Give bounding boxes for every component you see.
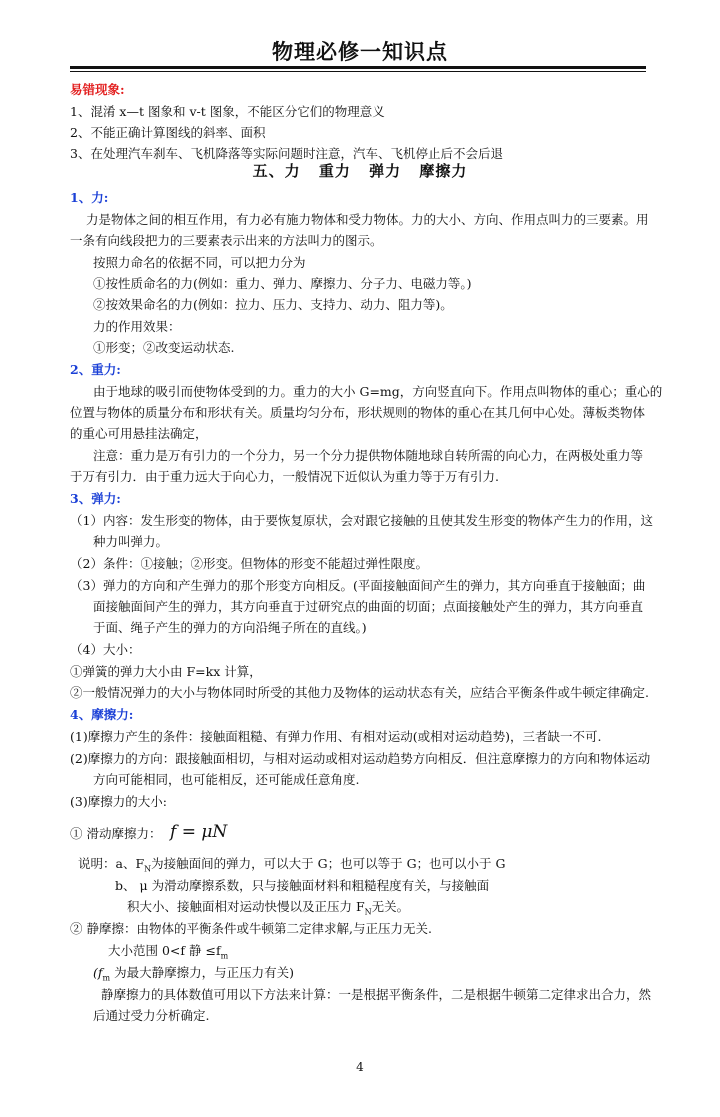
note1-rest: 为接触面间的弹力，可以大于 G；也可以等于 G；也可以小于 G xyxy=(151,856,506,871)
elastic-p4: （4）大小： xyxy=(70,642,141,657)
friction-note-3 xyxy=(127,899,409,921)
static-max-sub: m xyxy=(102,973,111,983)
sliding-friction-formula: f = μN xyxy=(170,822,228,842)
elastic-heading: 3、弹力: xyxy=(70,491,121,506)
static-friction-2a: 静摩擦力的具体数值可用以下方法来计算：一是根据平衡条件，二是根据牛顿第二定律求出合力，然 xyxy=(101,987,652,1002)
errors-item-1: 1、混淆 x—t 图象和 v-t 图象，不能区分它们的物理意义 xyxy=(70,104,385,119)
gravity-p1a: 由于地球的吸引而使物体受到的力。重力的大小 G=mg，方向竖直向下。作用点叫物体的重心；重心的 xyxy=(93,384,663,399)
static-max-prefix: (f xyxy=(93,965,103,980)
gravity-p1b: 位置与物体的质量分布和形状有关。质量均匀分布，形状规则的物体的重心在其几何中心处。薄板类物体 xyxy=(70,405,646,420)
errors-item-3: 3、在处理汽车刹车、飞机降落等实际问题时注意，汽车、飞机停止后不会后退 xyxy=(70,146,503,161)
note3-prefix: 积大小、接触面相对运动快慢以及正压力 F xyxy=(127,899,365,914)
force-heading: 1、力: xyxy=(70,190,109,205)
elastic-p3a: （3）弹力的方向和产生弹力的那个形变方向相反。(平面接触面间产生的弹力，其方向垂直于接触面；曲 xyxy=(70,578,646,593)
static-max-rest: 为最大静摩擦力，与正压力有关) xyxy=(110,965,294,980)
friction-p3: (3)摩擦力的大小: xyxy=(70,794,167,809)
title-rule-thin xyxy=(70,71,646,72)
static-friction-1: ② 静摩擦：由物体的平衡条件或牛顿第二定律求解,与正压力无关. xyxy=(70,921,432,936)
errors-item-2: 2、不能正确计算图线的斜率、面积 xyxy=(70,125,266,140)
elastic-p1a: （1）内容：发生形变的物体，由于要恢复原状，会对跟它接触的且使其发生形变的物体产生力的作用，这 xyxy=(70,513,653,528)
section-title xyxy=(0,160,720,181)
friction-heading: 4、摩擦力: xyxy=(70,707,134,722)
page-title: 物理必修一知识点 xyxy=(272,40,448,64)
friction-note-1 xyxy=(78,856,506,878)
friction-p2b: 方向可能相同，也可能相反，还可能成任意角度. xyxy=(93,772,360,787)
friction-note-2: b、 μ 为滑动摩擦系数，只与接触面材料和粗糙程度有关，与接触面 xyxy=(115,878,490,893)
elastic-p2: （2）条件：①接触；②形变。但物体的形变不能超过弹性限度。 xyxy=(70,556,428,571)
errors-heading: 易错现象: xyxy=(70,82,125,97)
static-friction-2b: 后通过受力分析确定. xyxy=(93,1008,210,1023)
elastic-p3b: 面接触面间产生的弹力，其方向垂直于过研究点的曲面的切面；点面接触处产生的弹力，其方向垂直 xyxy=(93,599,644,614)
static-range-sub: m xyxy=(220,951,229,961)
note1-prefix: 说明：a、F xyxy=(78,856,145,871)
section-gravity: 重力 xyxy=(318,162,351,180)
section-prefix: 五、力 xyxy=(252,162,301,180)
force-p3: ①按性质命名的力(例如：重力、弹力、摩擦力、分子力、电磁力等。) xyxy=(93,276,472,291)
force-p1b: 一条有向线段把力的三要素表示出来的方法叫力的图示。 xyxy=(70,233,383,248)
gravity-p2a: 注意：重力是万有引力的一个分力，另一个分力提供物体随地球自转所需的向心力，在两极处重力等 xyxy=(93,448,644,463)
elastic-p1b: 种力叫弹力。 xyxy=(93,534,169,549)
section-elastic: 弹力 xyxy=(369,162,402,180)
static-range-text: 大小范围 0<f 静 ≤f xyxy=(108,943,221,958)
title-rule-thick xyxy=(70,66,646,69)
elastic-p6: ②一般情况弹力的大小与物体同时所受的其他力及物体的运动状态有关，应结合平衡条件或牛顿定律确定. xyxy=(70,685,649,700)
gravity-p1c: 的重心可用悬挂法确定， xyxy=(70,426,208,441)
elastic-p3c: 于面、绳子产生的弹力的方向沿绳子所在的直线。) xyxy=(93,620,367,635)
friction-p2a: (2)摩擦力的方向：跟接触面相切，与相对运动或相对运动趋势方向相反．但注意摩擦力的方向和物体运动 xyxy=(70,751,651,766)
gravity-p2b: 于万有引力．由于重力远大于向心力，一般情况下近似认为重力等于万有引力. xyxy=(70,469,499,484)
static-friction-range xyxy=(108,943,228,965)
note3-rest: 无关。 xyxy=(371,899,410,914)
note3-sub: N xyxy=(364,907,372,917)
sliding-friction-label: ① 滑动摩擦力： xyxy=(70,826,162,841)
force-p2: 按照力命名的依据不同，可以把力分为 xyxy=(93,255,306,270)
force-p1a: 力是物体之间的相互作用，有力必有施力物体和受力物体。力的大小、方向、作用点叫力的三要素。用 xyxy=(86,212,649,227)
elastic-p5: ①弹簧的弹力大小由 F=kx 计算， xyxy=(70,664,262,679)
friction-p1: (1)摩擦力产生的条件：接触面粗糙、有弹力作用、有相对运动(或相对运动趋势)，三者缺一不可. xyxy=(70,729,602,744)
note1-sub: N xyxy=(144,864,152,874)
gravity-heading: 2、重力: xyxy=(70,362,121,377)
static-friction-max xyxy=(93,965,294,987)
force-p6: ①形变；②改变运动状态. xyxy=(93,340,235,355)
section-friction: 摩擦力 xyxy=(419,162,468,180)
page-number: 4 xyxy=(356,1060,364,1074)
force-p4: ②按效果命名的力(例如：拉力、压力、支持力、动力、阻力等)。 xyxy=(93,297,453,312)
force-p5: 力的作用效果： xyxy=(93,319,181,334)
